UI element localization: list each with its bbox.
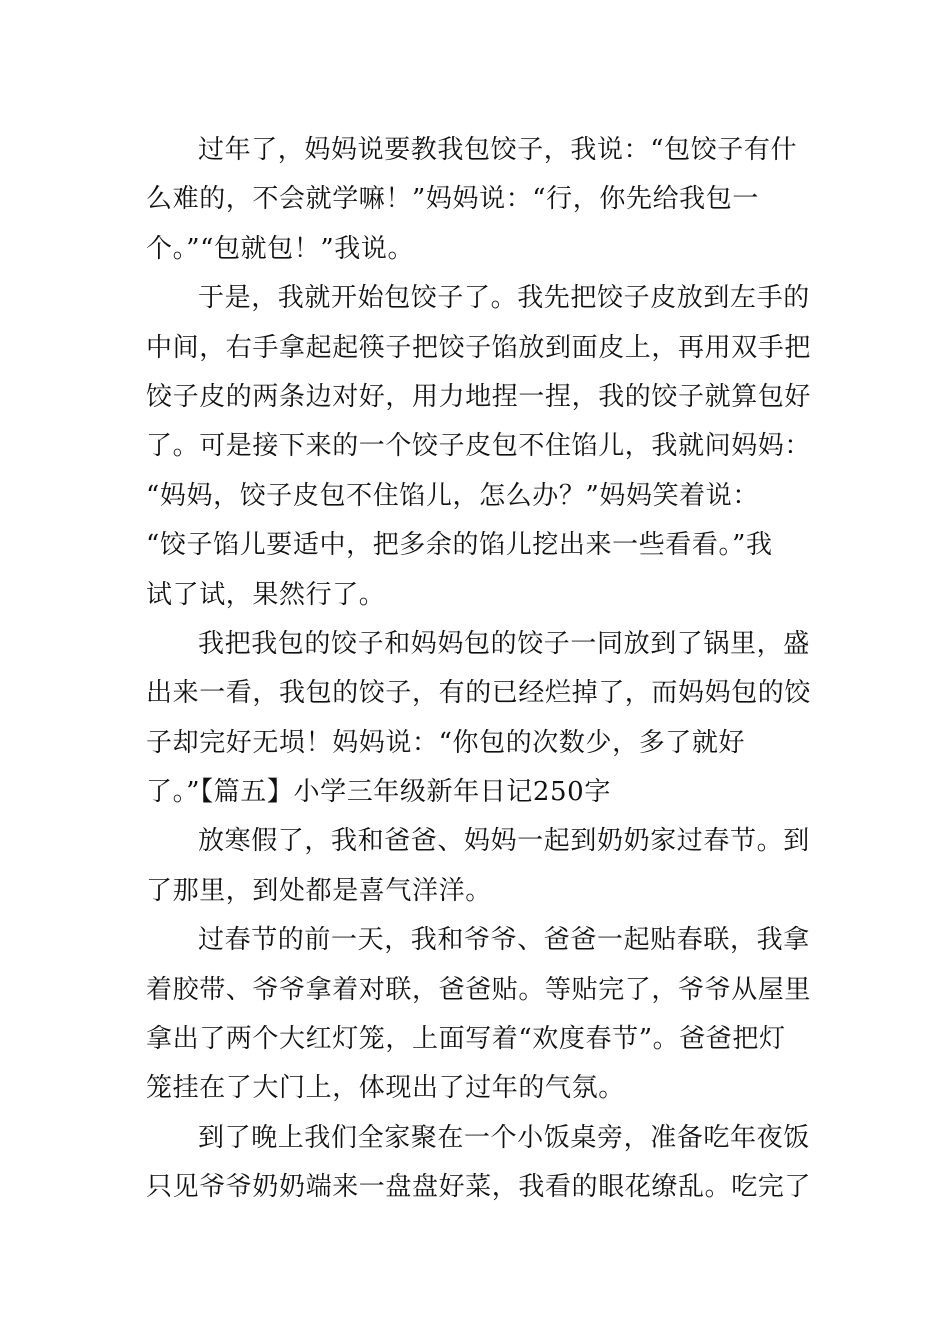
text-line: 过春节的前一天，我和爷爷、爸爸一起贴春联，我拿 bbox=[198, 925, 810, 956]
text-line: 拿出了两个大红灯笼，上面写着“欢度春节”。爸爸把灯 bbox=[146, 1024, 786, 1055]
text-line: 么难的，不会就学嘛！”妈妈说：“行，你先给我包一 bbox=[146, 184, 759, 215]
text-line: 试了试，果然行了。 bbox=[146, 579, 386, 610]
text-line: 放寒假了，我和爸爸、妈妈一起到奶奶家过春节。到 bbox=[198, 826, 810, 857]
text-line: 饺子皮的两条边对好，用力地捏一捏，我的饺子就算包好 bbox=[146, 381, 812, 412]
text-line: 了那里，到处都是喜气洋洋。 bbox=[146, 875, 492, 906]
text-line: “妈妈，饺子皮包不住馅儿，怎么办？”妈妈笑着说： bbox=[146, 480, 759, 511]
text-line: 个。”“包就包！”我说。 bbox=[146, 233, 415, 264]
text-line: 我把我包的饺子和妈妈包的饺子一同放到了锅里，盛 bbox=[198, 628, 810, 659]
text-line: 于是，我就开始包饺子了。我先把饺子皮放到左手的 bbox=[198, 283, 810, 314]
text-line: 着胶带、爷爷拿着对联，爸爸贴。等贴完了，爷爷从屋里 bbox=[146, 974, 812, 1005]
text-line: 出来一看，我包的饺子，有的已经烂掉了，而妈妈包的饺 bbox=[146, 678, 812, 709]
document-body-text bbox=[146, 126, 812, 1213]
text-line: 了。”【篇五】小学三年级新年日记250字 bbox=[146, 777, 611, 808]
text-line: 到了晚上我们全家聚在一个小饭桌旁，准备吃年夜饭 bbox=[198, 1122, 810, 1153]
text-line: 只见爷爷奶奶端来一盘盘好菜，我看的眼花缭乱。吃完了 bbox=[146, 1172, 812, 1203]
text-line: 笼挂在了大门上，体现出了过年的气氛。 bbox=[146, 1073, 625, 1104]
text-line: 子却完好无埙！妈妈说：“你包的次数少，多了就好 bbox=[146, 727, 746, 758]
text-line: 过年了，妈妈说要教我包饺子，我说：“包饺子有什 bbox=[198, 135, 798, 165]
text-line: 中间，右手拿起起筷子把饺子馅放到面皮上，再用双手把 bbox=[146, 332, 812, 363]
text-line: “饺子馅儿要适中，把多余的馅儿挖出来一些看看。”我 bbox=[146, 530, 773, 561]
text-line: 了。可是接下来的一个饺子皮包不住馅儿，我就问妈妈： bbox=[146, 431, 812, 462]
